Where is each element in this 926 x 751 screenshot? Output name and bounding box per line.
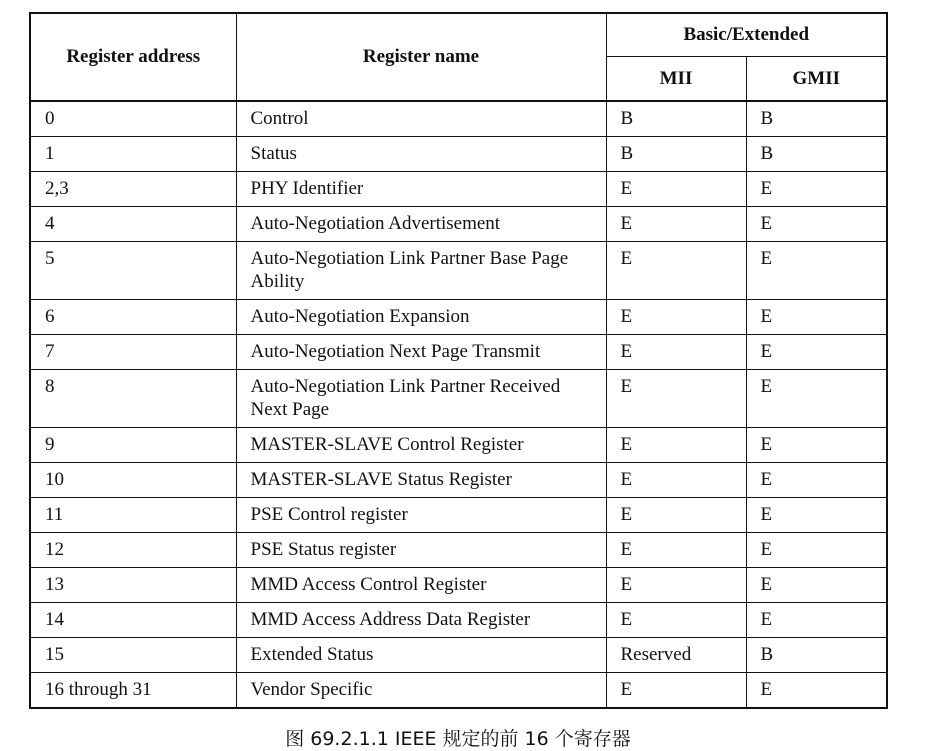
cell-register-address: 16 through 31 (30, 673, 236, 709)
table-row (30, 673, 887, 709)
table-row (30, 568, 887, 603)
cell-mii: E (606, 207, 746, 242)
cell-gmii: E (746, 428, 887, 463)
figure-caption: 图 69.2.1.1 IEEE 规定的前 16 个寄存器 (285, 728, 631, 750)
cell-register-address: 1 (30, 137, 236, 172)
cell-gmii: E (746, 242, 887, 300)
table-row (30, 242, 887, 300)
table-body (30, 101, 887, 708)
cell-mii: E (606, 568, 746, 603)
cell-gmii: E (746, 335, 887, 370)
register-table (29, 12, 888, 709)
cell-mii: E (606, 300, 746, 335)
cell-register-name: PHY Identifier (236, 172, 606, 207)
header-basic-extended: Basic/Extended (606, 13, 887, 57)
header-mii: MII (606, 57, 746, 102)
table-row (30, 207, 887, 242)
cell-mii: E (606, 172, 746, 207)
cell-register-address: 14 (30, 603, 236, 638)
cell-register-address: 0 (30, 101, 236, 137)
cell-register-address: 9 (30, 428, 236, 463)
cell-mii: E (606, 533, 746, 568)
header-gmii: GMII (746, 57, 887, 102)
table-row (30, 463, 887, 498)
cell-mii: E (606, 673, 746, 709)
cell-register-address: 7 (30, 335, 236, 370)
cell-gmii: E (746, 568, 887, 603)
cell-gmii: E (746, 463, 887, 498)
cell-register-name: MASTER-SLAVE Status Register (236, 463, 606, 498)
cell-register-name: PSE Status register (236, 533, 606, 568)
cell-register-address: 12 (30, 533, 236, 568)
cell-mii: B (606, 101, 746, 137)
cell-gmii: E (746, 300, 887, 335)
cell-register-name: PSE Control register (236, 498, 606, 533)
cell-register-address: 8 (30, 370, 236, 428)
cell-mii: E (606, 242, 746, 300)
cell-register-name: MMD Access Control Register (236, 568, 606, 603)
cell-gmii: B (746, 137, 887, 172)
cell-register-name: MMD Access Address Data Register (236, 603, 606, 638)
cell-mii: Reserved (606, 638, 746, 673)
cell-mii: E (606, 428, 746, 463)
cell-register-address: 10 (30, 463, 236, 498)
cell-register-address: 13 (30, 568, 236, 603)
cell-register-address: 5 (30, 242, 236, 300)
cell-mii: E (606, 335, 746, 370)
cell-register-name: Auto-Negotiation Expansion (236, 300, 606, 335)
cell-gmii: E (746, 533, 887, 568)
table-row (30, 533, 887, 568)
cell-gmii: E (746, 370, 887, 428)
table-row (30, 638, 887, 673)
cell-gmii: B (746, 101, 887, 137)
cell-register-name: Vendor Specific (236, 673, 606, 709)
cell-gmii: B (746, 638, 887, 673)
cell-gmii: E (746, 603, 887, 638)
cell-gmii: E (746, 498, 887, 533)
header-register-address: Register address (30, 13, 236, 101)
cell-mii: E (606, 463, 746, 498)
table-row (30, 335, 887, 370)
cell-register-name: Auto-Negotiation Next Page Transmit (236, 335, 606, 370)
cell-register-address: 4 (30, 207, 236, 242)
table-row (30, 428, 887, 463)
header-register-name: Register name (236, 13, 606, 101)
cell-mii: E (606, 603, 746, 638)
cell-register-name: Auto-Negotiation Link Partner Base Page Ability (236, 242, 606, 300)
table-row (30, 370, 887, 428)
table-header (30, 13, 887, 101)
cell-mii: E (606, 498, 746, 533)
cell-register-address: 6 (30, 300, 236, 335)
table-row (30, 300, 887, 335)
cell-gmii: E (746, 172, 887, 207)
cell-mii: B (606, 137, 746, 172)
cell-register-address: 2,3 (30, 172, 236, 207)
cell-register-address: 11 (30, 498, 236, 533)
cell-gmii: E (746, 673, 887, 709)
table-row (30, 137, 887, 172)
cell-mii: E (606, 370, 746, 428)
cell-register-name: Status (236, 137, 606, 172)
cell-register-name: MASTER-SLAVE Control Register (236, 428, 606, 463)
table-row (30, 498, 887, 533)
cell-register-name: Auto-Negotiation Link Partner Received Next Page (236, 370, 606, 428)
table-row (30, 603, 887, 638)
cell-register-name: Auto-Negotiation Advertisement (236, 207, 606, 242)
cell-register-name: Extended Status (236, 638, 606, 673)
table-row (30, 101, 887, 137)
cell-register-name: Control (236, 101, 606, 137)
header-row-top (30, 13, 887, 57)
cell-register-address: 15 (30, 638, 236, 673)
table-row (30, 172, 887, 207)
cell-gmii: E (746, 207, 887, 242)
